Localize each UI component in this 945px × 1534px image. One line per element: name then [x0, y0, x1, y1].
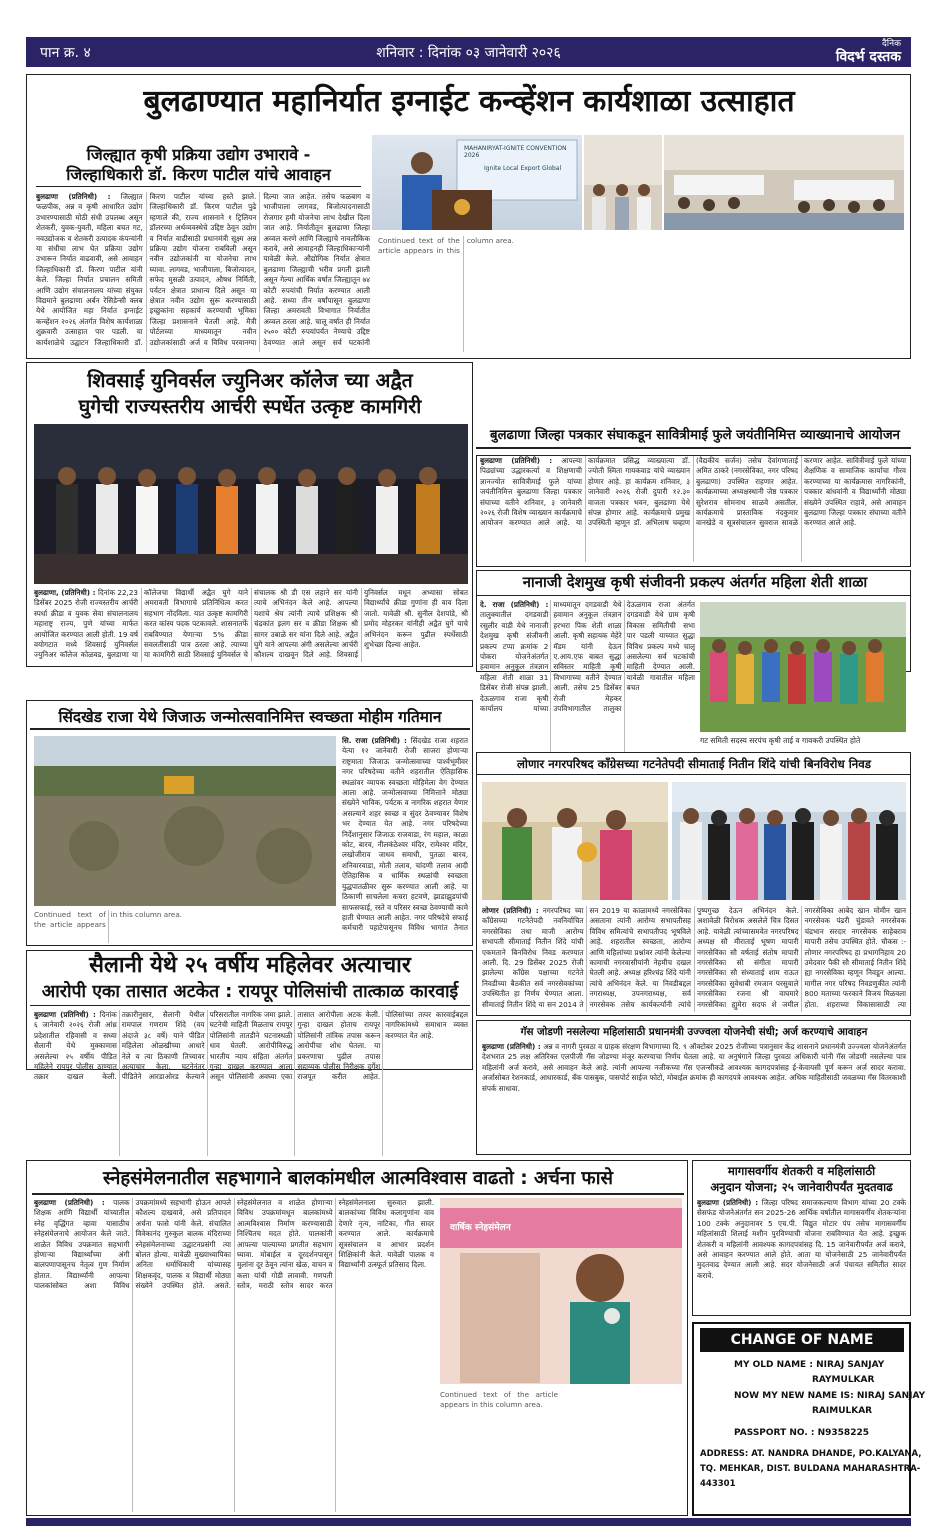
photo-farm-caption: गट समिती सदस्य सरपंच कृषी ताई व गावकरी उपस्थित होते	[700, 736, 861, 745]
article-crime-dateline: बुलढाणा (प्रतिनिधी) :	[34, 1010, 96, 1019]
photo-cleanliness-site	[34, 736, 336, 906]
divider	[476, 595, 911, 596]
article-clean-body-right	[342, 736, 468, 941]
article-lonar-headline: लोणार नगरपरिषद कॉंग्रेसच्या गटनेतेपदी सीमाताई नितीन शिंदे यांची बिनविरोध निवड	[517, 757, 871, 771]
article-journalists-dateline: बुलढाणा (प्रतिनिधी) :	[480, 456, 553, 465]
article-subsidy-headline-2: अनुदान योजना; २५ जानेवारीपर्यंत मुदतवाढ	[710, 1180, 893, 1194]
masthead-bar	[26, 37, 911, 67]
article-journalists-headline: बुलढाणा जिल्हा पत्रकार संघाकडून सावित्रीमाई फुले जयंतीनिमित्त व्याख्यानाचे आयोजन	[490, 428, 900, 443]
notice-new-name: NOW MY NEW NAME IS: NIRAJ SANJAY	[734, 1391, 926, 1401]
article-lonar-body	[482, 906, 906, 1012]
notice-new-surname: RAIMULKAR	[812, 1406, 873, 1416]
issue-date: शनिवार : दिनांक ०३ जानेवारी २०२६	[376, 45, 561, 61]
footer-bar	[26, 1518, 911, 1526]
photo-lonar-councillors	[672, 782, 906, 900]
school-banner-text: वार्षिक स्नेहसंमेलन	[450, 1223, 511, 1233]
article-archery-headline-2: घुगेची राज्यस्तरीय आर्चरी स्पर्धेत उत्कृष्ट कामगिरी	[78, 395, 422, 418]
article-school-headline: स्नेहसंमेलनातील सहभागाने बालकांमधील आत्मविश्वास वाढतो : अर्चना फासे	[103, 1168, 613, 1189]
article-crime-text: दिनांक ६ जानेवारी २०२६ रोजी आंध्र प्रदेशातील रहिवासी व सध्या सैलानी येथे मुक्कामास असलेल्या २५ वर्षीय पीडित महिलेने रायपूर पोलीस ठाण्यात तक्रार दाखल केली. तक्रारीनुसार, सैलानी येथील रामपाल गणराम शिंदे (वय अंदाजे ३८ वर्षे) याने पीडित महिलेला ओळखीच्या आधारे नेले व त्या ठिकाणी तिच्यावर अत्याचार केला. घटनेनंतर पीडितेने आरडाओरड केल्याने परिसरातील नागरिक जमा झाले. घटनेची माहिती मिळताच रायपूर पोलिसांनी तातडीने घटनास्थळी धाव घेतली. आरोपीविरुद्ध भारतीय न्याय संहिता अंतर्गत गुन्हा दाखल करण्यात आला असून पोलिसांनी अवघ्या एका तासात आरोपीला अटक केली. गुन्हा दाखल होताच रायपूर पोलिसांनी तांत्रिक तपास करून आरोपीचा शोध घेतला. या प्रकरणाचा पुढील तपास सहाय्यक पोलीस निरीक्षक दुर्गेश राजपूत करीत आहेत. पोलिसांच्या तत्पर कारवाईबद्दल नागरिकांमध्ये समाधान व्यक्त करण्यात येत आहे.	[34, 1010, 468, 1082]
article-export-subhead-1: जिल्ह्यात कृषी प्रक्रिया उद्योग उभारावे -	[86, 145, 311, 164]
divider	[36, 186, 361, 187]
article-export-headline: बुलढाण्यात महानिर्यात इग्नाईट कन्व्हेंशन कार्यशाळा उत्साहात	[143, 84, 795, 119]
divider	[476, 447, 911, 449]
photo-archery-team	[34, 424, 468, 584]
convention-podium-text: Ignite Local Export Global	[484, 165, 562, 172]
divider	[30, 728, 470, 730]
article-farm-headline: नानाजी देशमुख कृषी संजीवनी प्रकल्प अंतर्गत महिला शेती शाळा	[522, 574, 868, 591]
article-archery-headline-1: शिवसाई युनिवर्सल ज्युनिअर कॉलेज च्या अद्वैत	[87, 369, 413, 392]
article-clean-headline: सिंदखेड राजा येथे जिजाऊ जन्मोत्सवानिमित्त स्वच्छता मोहीम गतिमान	[58, 708, 442, 726]
notice-old-surname: RAYMULKAR	[812, 1375, 875, 1385]
divider	[30, 1005, 470, 1006]
article-archery-dateline: बुलढाणा, (प्रतिनिधी) :	[34, 588, 96, 597]
article-subsidy-text: जिल्हा परिषद समाजकल्याण विभाग यांच्या 20 टक्के सेसफंड योजनेअंतर्गत सन 2025-26 आर्थिक वर्षातील मागासवर्गीय शेतकऱ्यांना 100 टक्के अनुदानावर 5 एच.पी. विद्युत मोटार पंप तसेच मागासवर्गीय महिलांसाठी शिलाई मशीन पुरविण्याची योजना राबविण्यात येत आहे. इच्छुक शेतकरी व महिलांनी आवश्यक कागदपत्रांसह दि. 15 जानेवारीपर्यंत अर्ज करावे, असे आवाहन करण्यात आले होते. आता या योजनेसाठी 25 जानेवारीपर्यंत मुदतवाढ देण्यात आली आहे. सदर योजनेसाठी अर्ज पंचायत समितीत सादर करावे.	[697, 1198, 906, 1280]
article-journalists-body	[480, 456, 906, 562]
article-clean-body-bottom: Continued text of the article appears in this column area.	[34, 910, 183, 930]
page-number: पान क्र. ४	[40, 45, 91, 61]
article-crime-headline-2: आरोपी एका तासात अटकेत : रायपूर पोलिसांची तात्काळ कारवाई	[41, 982, 459, 1002]
article-subsidy-dateline: बुलढाणा (प्रतिनिधी) :	[697, 1198, 759, 1207]
newspaper-logo-small: दैनिक	[881, 39, 901, 49]
article-farm-text: तालुक्यातील दगडवाडी रसुलीर वाडी येथे नानाजी देशमुख कृषी संजीवनी प्रकल्प टप्पा क्रमांक 2 पोकरा योजनेअंतर्गत हवामान अनुकूल तंत्रज्ञान महिला शेती शाळा 31 डिसेंबर रोजी संपन्न झाली. देऊळगाव राजा कृषी कार्यालय यांच्या माध्यमातून दगडवाडी येथे हवामान अनुकूल तंत्रज्ञान हरभरा पिक शेती शाळा आली. कृषी सहायक मेहेरे मॅडम यांनी देऊन ए.आय.एफ बाबत सुद्धा सविस्तर माहिती कृषी विभागाच्या वतीने देण्यात आली. तसेच 25 डिसेंबर रोजी मेहकर उपविभागातील तालुका देऊळगाव राजा अंतर्गत दगडवाडी येथे ग्राम कृषी विकास समितीची सभा पार पडली याच्यात सुद्धा विविध प्रकल्प मध्ये चालू असलेल्या सर्व घटकांची माहिती देण्यात आली. यावेळी गावातील महिला बचत	[480, 600, 695, 714]
article-lonar-dateline: लोणार (प्रतिनिधी) :	[482, 906, 539, 915]
article-lonar-text: नगरपरिषद च्या कॉंग्रेसच्या गटनेतेपदी नवनिर्वाचित नगरसेविका तथा माजी आरोग्य सभापती सीमाताई नितीन शिंदे यांची एकमताने बिनविरोध निवड करण्यात आली. दि. 29 डिसेंबर 2025 रोजी झालेल्या कॉंग्रेस पक्षाच्या गटनेते निवडीच्या बैठकीत सर्व नगरसेवकांच्या उपस्थितीत हा निर्णय घेण्यात आला. सीमाताई नितीन शिंदे या सन 2014 ते सन 2019 या काळामध्ये नगरसेविका असताना त्यांनी आरोग्य सभापतीसह विविध समित्यांचे सभापतीपद भूषविले आहे. शहरातील स्वच्छता, आरोग्य आणि महिलांच्या प्रश्नांवर त्यांनी केलेल्या कामाची नगरवासीयांनी नेहमीच दखल घेतली आहे. अध्यक्ष हरिश्चंद्र शिंदे यांनी त्यांचे अभिनंदन केले. या निवडीबद्दल नगराध्यक्ष, उपनगराध्यक्ष, सर्व नगरसेवक तसेच कार्यकर्त्यांनी त्यांचे पुष्पगुच्छ देऊन अभिनंदन केले. अशावेळी विरोधक असलेले चित्र दिसत आहे. यावेळी त्यांच्यासमवेत नगरपरिषद अध्यक्ष सौ मीराताई भूषण मापारी नगरसेविका सौ वर्षताई संतोष मापारी नगरसेविका सौ संगीता मापारी नगरसेविका सौ संध्याताई शाम राऊत नगरसेविका सुवेधाबी रमजान परसुवाले नगरसेविका रजना श्री वाघमारे नगरसेविका ह्युमेरा सदफ शे जमील नगरसेविका आबेद खान मोमीन खान नगरसेवक पंढरी चुंडावते नगरसेवक चंद्रभान सरदार नगरसेवक साहेबराव मापारी तसेच उपस्थित होते. चौकस :- लोणार नगरपरिषद हा प्रभागनिहाय 20 उमेदवार पैकी सौ सीमाताई नितीन शिंदे ह्या नगरसेविका म्हणून निवडून आल्या. मागील नगर परिषद निवडणुकीत त्यांनी 800 मताच्या फरकाने विजय मिळवला होता. शहराच्या विकासासाठी त्या	[482, 906, 906, 1009]
newspaper-logo-name: विदर्भ दस्तक	[835, 49, 901, 65]
photo-lonar-felicitation	[482, 782, 668, 900]
notice-address-1: ADDRESS: AT. NANDRA DHANDE, PO.KALYANA,	[700, 1449, 922, 1459]
article-ujjwala-body	[482, 1042, 906, 1150]
notice-old-name: MY OLD NAME : NIRAJ SANJAY	[734, 1360, 885, 1370]
article-export-subhead-2: जिल्हाधिकारी डॉ. किरण पाटील यांचे आवाहन	[66, 165, 331, 184]
article-farm-dateline: दे. राजा (प्रतिनिधी) :	[480, 600, 549, 609]
article-school-dateline: बुलढाणा (प्रतिनिधी) :	[34, 1198, 105, 1207]
photo-stage-guests	[584, 135, 662, 230]
article-archery-text: दिनांक 22,23 डिसेंबर 2025 रोजी राज्यस्तरीय आर्चरी स्पर्धा क्रीडा व युवक सेवा संचालनालय महाराष्ट्र राज्य, पुणे यांच्या मार्फत आयोजित करण्यात आली होती. 19 वर्ष वयोगटात मध्ये शिवसाई युनिवर्सल ज्युनिअर कॉलेज कोळवड, बुलडाणा या कॉलेजचा विद्यार्थी अद्वैत घुगे याने अमरावती विभागाचे प्रतिनिधित्व करत सहभाग नोंदविला. यात उत्कृष्ट कामगिरी करत कांस्य पदक पटकावले. शासनातर्फे राबविण्यात येणाऱ्या 5% क्रीडा सवलतीसाठी पात्र ठरला आहे. त्याच्या या कामगिरी साठी शिवसाई युनिवर्सल चे संचालक श्री डी एस लहाने सर यांनी त्याचे अभिनंदन केले आहे. आपल्या यशाचे श्रेय त्यांनी त्याचे प्रशिक्षक श्री चंद्रकांत इलग सर व क्रीडा शिक्षक श्री सागर उबाळे सर यांना दिले आहे. अद्वैत घुगे याने आपल्या अंगी असलेल्या आर्चरी कौशल्य दाखवून दिले आहे. शिवसाई युनिवर्सल मधून अभ्यासा सोबत विद्यार्थ्यांचे क्रीडा गुणांना ही वाव दिला जातो. यावेळी श्री. सुनील देशपांडे, श्री प्रमोद मोहरकर यांनीही अद्वैत घुगे याचे अभिनंदन करून पुढील स्पर्धेसाठी शुभेच्छा दिल्या आहेत.	[34, 588, 468, 660]
article-export-body-right: Continued text of the article appears in this column area.	[378, 236, 514, 256]
article-subsidy-body	[697, 1198, 906, 1312]
photo-archana-fase	[440, 1198, 682, 1384]
notice-address-2: TQ. MEHKAR, DIST. BULDANA MAHARASHTRA-	[700, 1464, 921, 1474]
article-school-body-left	[34, 1198, 434, 1512]
article-journalists-text: आपल्या पिढ्यांच्या उद्धारकर्त्या व शिक्षणाची ज्ञानज्योत सावित्रीमाई फुले यांच्या जयंतीनिमित्त बुलढाणा जिल्हा पत्रकार संघाच्या वतीने शनिवार, ३ जानेवारी २०२६ रोजी विशेष व्याख्यान कार्यक्रमाचे आयोजन करण्यात आले आहे. या कार्यक्रमात प्रसिद्ध व्याख्यात्या डॉ. ज्योती स्मिता गायकवाड यांचे व्याख्यान होणार आहे. हा कार्यक्रम शनिवार, ३ जानेवारी २०२६ रोजी दुपारी १२.३० वाजता पत्रकार भवन, बुलढाणा येथे संपन्न होणार आहे. कार्यक्रमाचे प्रमुख उपस्थिती म्हणून डॉ. अभिलाष चव्हाण (वैद्यकीय सर्जन) तसेच देवांगणाताई अमित ठाकरे (नगरसेविका, नगर परिषद बुलढाणा) उपस्थित राहणार आहेत. कार्यक्रमाच्या अध्यक्षस्थानी जेष्ठ पत्रकार सुरेशराव सोमनाथ साळवे असतील. कार्यक्रमाचे प्रास्ताविक नंदकुमार वानखेडे व सूत्रसंचालन सुवराज सावळे करणार आहेत. सावित्रीमाई फुले यांच्या शैक्षणिक व सामाजिक कार्याचा गौरव करण्याच्या या कार्यक्रमास नागरिकांनी, पत्रकार बांधवांनी व विद्यार्थ्यांनी मोठ्या संख्येने उपस्थित राहावे, असे आवाहन बुलढाणा जिल्हा पत्रकार संघाच्या वतीने करण्यात आले आहे.	[480, 456, 906, 528]
article-crime-headline-1: सैलानी येथे २५ वर्षीय महिलेवर अत्याचार	[89, 953, 411, 978]
divider	[476, 774, 911, 775]
article-clean-dateline: सि. राजा (प्रतिनिधी) :	[342, 736, 407, 745]
article-export-body: जिल्ह्यात फळपीक, अन्न व कृषी आधारित उद्योग उभारण्यासाठी मोठी संधी उपलब्ध असून शेतकरी, युवक-युवती, महिला बचत गट, नवउद्योजक व शेतकरी उत्पादक कंपन्यांनी या संधीचा लाभ घेत प्रक्रिया उद्योग उभारून निर्यात वाढवावी, असे आवाहन जिल्हाधिकारी डॉ. किरण पाटील यांनी केले. जिल्हा निर्यात प्रचालन समिती आणि उद्योग संचालनालय यांच्या संयुक्त विद्यमाने बुलढाणा अर्बन रेसिडेन्सी क्लब येथे आयोजित महा निर्यात इग्नाईट कन्व्हेंशन २०२६ अंतर्गत विशेष कार्यशाळा शुक्रवारी उत्साहात पार पडली. या कार्यशाळेचे उद्घाटन जिल्हाधिकारी डॉ. किरण पाटील यांच्या हस्ते झाले. जिल्हाधिकारी डॉ. किरण पाटील पुढे म्हणाले की, राज्य शासनाने १ ट्रिलियन डॉलरच्या अर्थव्यवस्थेचे उद्दिष्ट ठेवून उद्योग व निर्यात वाढीसाठी प्रधानमंत्री सूक्ष्म अन्न प्रक्रिया उद्योग योजना राबविली असून नवीन उद्योजकांनी या योजनेचा लाभ घ्यावा. लागवड, भाजीपाला, बिजोत्पादन, सफेद मुसळी उत्पादन, औषध निर्मिती, पर्यटन क्षेत्रात प्राधान्य दिले असून या क्षेत्रात नवीन उद्योग सुरू करण्यासाठी इच्छुकांना सहकार्य करण्याची भूमिका जिल्हा प्रशासनाने घेतली आहे. मैत्री पोर्टलच्या माध्यमातून नवीन उद्योजकांसाठी अर्ज व विविध परवानग्या दिल्या जात आहेत. तसेच फळबाग व भाजीपाला लागवड, बिजोत्पादनासाठी रोजगार हमी योजनेचा लाभ देखील दिला जात आहे. निर्यातीतून बुलढाणा जिल्हा अव्वल करणे आणि जिल्ह्याचे नावलौकिक करावे, असे आवाहनही जिल्हाधिकाऱ्यांनी यावेळी केले. औद्योगिक निर्यात क्षेत्रात बुलढाणा जिल्ह्याची भरीव प्रगती झाली असून गेल्या आर्थिक वर्षात जिल्ह्यातून ७४ कोटी रुपयांची निर्यात करण्यात आली आहे. सध्या तीन वर्षांपासून बुलढाणा जिल्हा अमरावती विभागात निर्यातीत अव्वल ठरला आहे. चालू वर्षात ही निर्यात २५०० कोटी रुपयांपर्यंत नेण्याचे उद्दिष्ट ठेवण्यात आले असून सर्व घटकांनी	[36, 192, 370, 347]
article-ujjwala-headline: गॅस जोडणी नसलेल्या महिलांसाठी प्रधानमंत्री उज्ज्वला योजनेची संधी; अर्ज करण्याचे आवाहन	[520, 1026, 868, 1038]
article-export-dateline: बुलढाणा (प्रतिनिधी) :	[36, 192, 111, 201]
photo-women-farmers	[700, 602, 906, 732]
article-ujjwala-dateline: बुलढाणा (प्रतिनिधी) :	[482, 1042, 541, 1051]
article-subsidy-headline-1: मागासवर्गीय शेतकरी व महिलांसाठी	[727, 1164, 876, 1178]
article-school-text: पालक शिक्षक आणि विद्यार्थी यांच्यातील स्नेह वृद्धिंगत व्हावा यासाठीच स्नेहसंमेलनाचे आयोजन केले जाते. शाळेत विविध उपक्रमात सहभागी होणाऱ्या विद्यार्थ्यांच्या अंगी बालपणापासूनच नेतृत्व गुण निर्माण होतात. विद्यार्थ्यांनी आपल्या पालकांसोबत अशा विविध उपक्रमांमध्ये सहभागी होऊन आपले कौशल्य दाखवावे, असे प्रतिपादन अर्चना फासे यांनी केले. संचालित विवेकानंद गुरुकुल बालक मंदिराच्या स्नेहसंमेलनाच्या उद्घाटनप्रसंगी त्या बोलत होत्या. यावेळी मुख्याध्यापिका अनिता धर्माधिकारी यांच्यासह शिक्षकवृंद, पालक व विद्यार्थी मोठ्या संख्येने उपस्थित होते. असते. स्नेहसंमेलनात व शाळेत होणाऱ्या विविध उपक्रमांमधून बालकांमध्ये आत्मविश्वास निर्माण करण्यासाठी निश्चितच मदत होते. पालकांनी आपल्या पाल्याच्या प्रगतीत सहभाग घ्यावा. मोबाईल व दूरदर्शनपासून मुलांना दूर ठेवून त्यांना खेळ, वाचन व कला यांची गोडी लावावी. गणपती स्तोत्र, मराठी स्तोत्र सादर करत स्नेहसंमेलनाला सुरुवात झाली. बालकांच्या विविध कलागुणांना वाव देणारे नृत्य, नाटिका, गीत सादर करण्यात आले. कार्यक्रमाचे सूत्रसंचालन व आभार प्रदर्शन शिक्षिकांनी केले. यावेळी पालक व विद्यार्थ्यांनी उत्स्फूर्त प्रतिसाद दिला.	[34, 1198, 434, 1291]
article-archery-body	[34, 588, 468, 662]
article-crime-body	[34, 1010, 468, 1156]
notice-title: CHANGE OF NAME	[700, 1328, 904, 1352]
article-school-body-right: Continued text of the article appears in this column area.	[440, 1390, 558, 1410]
convention-banner-text: MAHANIRYAT-IGNITE CONVENTION 2026	[464, 145, 567, 159]
article-clean-text: सिंदखेड राजा शहरात येत्या १२ जानेवारी रोजी साजरा होणाऱ्या राष्ट्रमाता जिजाऊ जन्मोत्सवाच्या पार्श्वभूमीवर नगर परिषदेच्या वतीने शहरातील ऐतिहासिक स्थळांवर व्यापक स्वच्छता मोहिमेला वेग देण्यात आला आहे. जन्मोत्सवाच्या निमित्ताने मोठ्या संख्येने भाविक, पर्यटक व नागरिक शहरात येणार असल्याने शहर स्वच्छ व सुंदर ठेवण्यावर विशेष भर देण्यात येत आहे. नगर परिषदेच्या निर्देशानुसार जिजाऊ राजवाडा, रंग महाल, काळा कोट, बारव, नीलकंठेश्वर मंदिर, रामेश्वर मंदिर, लखोजीराव जाधव समाधी, पुतळा बारव, शनिवारवाडा, मोती तलाव, चांदणी तलाव आदी ऐतिहासिक व धार्मिक स्थळांची स्वच्छता युद्धपातळीवर सुरू करण्यात आली आहे. या ठिकाणी साचलेला कचरा हटवणे, झाडाझुडपांची साफसफाई, रस्ते व परिसर स्वच्छ ठेवण्याची कामे हाती घेण्यात आली आहेत. नगर परिषदेचे सफाई कर्मचारी पहाटेपासूनच विविध भागांत तैनात	[342, 736, 468, 933]
photo-collector-speaking	[372, 135, 582, 230]
notice-passport: PASSPORT NO. : N9358225	[734, 1428, 869, 1438]
article-farm-body	[480, 600, 695, 752]
divider	[32, 1193, 684, 1195]
newspaper-logo	[836, 38, 901, 64]
photo-audience	[664, 135, 904, 230]
notice-address-3: 443301	[700, 1479, 736, 1489]
article-ujjwala-text: अन्न व नागरी पुरवठा व ग्राहक संरक्षण विभागाच्या दि. ९ ऑक्टोबर 2025 रोजीच्या पत्रानुसार केंद्र शासनाने प्रधानमंत्री उज्ज्वला योजनेअंतर्गत देशभरात 25 लक्ष अतिरिक्त एलपीजी गॅस जोडण्या मंजूर करण्याचा निर्णय घेतला आहे. या अनुषंगाने जिल्हा पुरवठा अधिकारी यांनी गॅस जोडणी नसलेल्या पात्र महिलांनी अर्ज करावे, असे आवाहन केले आहे. त्यांनी आपल्या नजीकच्या गॅस एजन्सीकडे आवश्यक कागदपत्रांसह ई-केवायसी पूर्ण करून अर्ज सादर करावा. अर्जासोबत रेशनकार्ड, आधारकार्ड, बँक पासबुक, पासपोर्ट साईज फोटो, मोबाईल क्रमांक ही कागदपत्रे आवश्यक आहेत. अधिक माहितीसाठी जवळच्या गॅस वितरकाशी संपर्क साधावा.	[482, 1042, 906, 1093]
article-export-body-left	[36, 192, 370, 352]
